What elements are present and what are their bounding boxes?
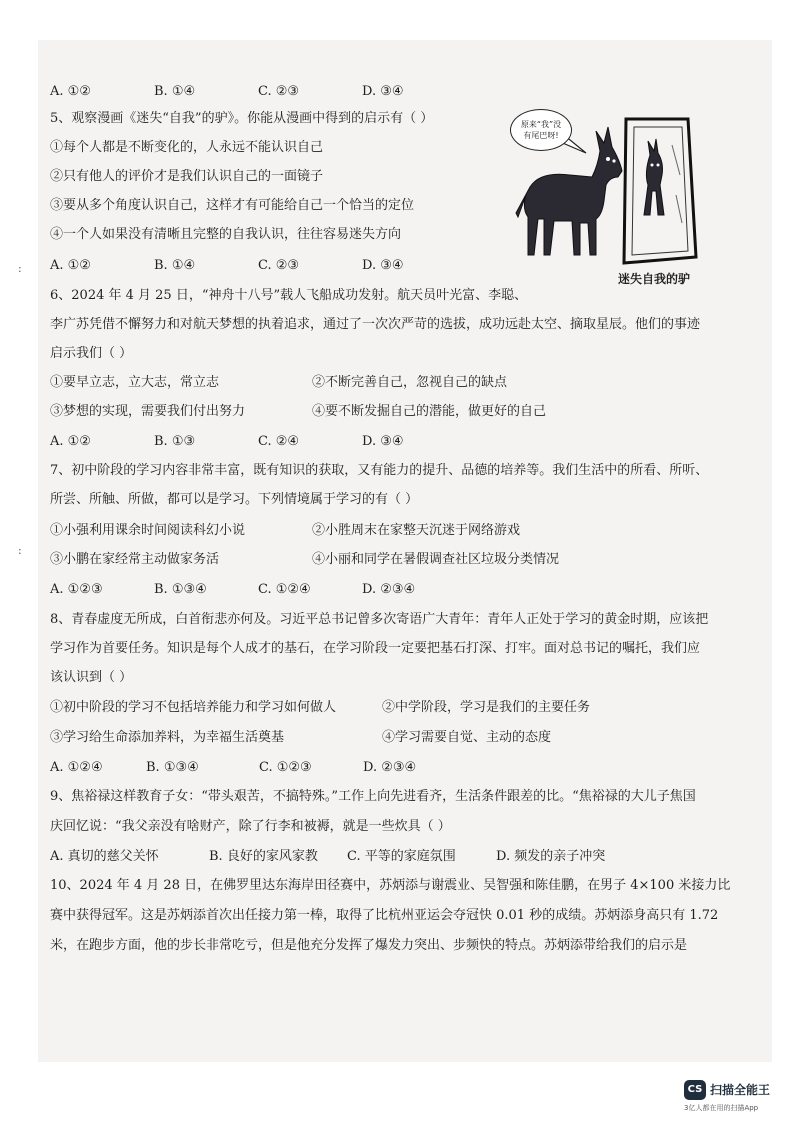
option-a: A. ①② <box>50 434 91 449</box>
statement-2: ②小胜周末在家整天沉迷于网络游戏 <box>312 523 521 538</box>
answer-options-row <box>50 759 416 777</box>
statement-1: ①每个人都是不断变化的，人永远不能认识自己 <box>50 140 324 155</box>
question-9-stem-cont: 庆回忆说：“我父亲没有啥财产，除了行李和被褥，就是一些炊具（ ） <box>50 819 451 834</box>
option-b: B. ①③④ <box>146 760 199 775</box>
statements-row <box>50 729 551 747</box>
option-a: A. ①②③ <box>50 582 103 597</box>
statements-row <box>50 522 574 540</box>
donkey-cartoon <box>500 105 705 295</box>
option-b: B. ①③ <box>154 434 196 449</box>
answer-options-row <box>50 257 466 275</box>
option-c: C. ②④ <box>258 434 300 449</box>
option-c: C. ②③ <box>258 84 300 99</box>
option-a: A. 真切的慈父关怀 <box>50 849 159 864</box>
watermark-title: 扫描全能王 <box>710 1083 771 1097</box>
option-b: B. ①④ <box>154 258 196 273</box>
statements-row <box>50 374 574 392</box>
camscanner-logo-icon: CS <box>684 1080 706 1100</box>
statement-2: ②只有他人的评价才是我们认识自己的一面镜子 <box>50 169 324 184</box>
question-10-stem-cont: 赛中获得冠军。这是苏炳添首次出任接力第一棒，取得了比杭州亚运会夺冠快 0.01 秒的成绩。苏炳添身高只有 1.72 <box>50 908 719 923</box>
statement-4: ④要不断发掘自己的潜能，做更好的自己 <box>312 404 547 419</box>
answer-options-row <box>50 581 466 599</box>
question-10-stem-cont: 米，在跑步方面，他的步长非常吃亏，但是他充分发挥了爆发力突出、步频快的特点。苏炳添带给我们的启示是 <box>50 938 688 953</box>
option-d: D. ③④ <box>362 84 404 99</box>
watermark-subtitle: 3亿人都在用的扫描App <box>684 1104 759 1112</box>
statement-3: ③要从多个角度认识自己，这样才有可能给自己一个恰当的定位 <box>50 198 415 213</box>
statement-2: ②不断完善自己，忽视自己的缺点 <box>312 375 508 390</box>
statements-row <box>50 551 574 569</box>
option-c: C. ①②③ <box>259 760 312 775</box>
option-d: D. ③④ <box>362 258 404 273</box>
camscanner-watermark <box>684 1078 784 1118</box>
statement-3: ③梦想的实现，需要我们付出努力 <box>50 404 246 419</box>
statements-row <box>50 403 574 421</box>
option-c: C. ②③ <box>258 258 300 273</box>
statement-4: ④小丽和同学在暑假调查社区垃圾分类情况 <box>312 552 560 567</box>
option-d: D. ②③④ <box>363 760 417 775</box>
question-10-stem: 10、2024 年 4 月 28 日，在佛罗里达东海岸田径赛中，苏炳添与谢震业、吴智强和陈佳鹏，在男子 4×100 米接力比 <box>50 878 731 893</box>
option-c: C. 平等的家庭氛围 <box>347 849 456 864</box>
option-a: A. ①②④ <box>50 760 103 775</box>
margin-mark: : <box>18 544 22 557</box>
question-7-stem: 7、初中阶段的学习内容非常丰富，既有知识的获取，又有能力的提升、品德的培养等。我们生活中的所看、所听、 <box>50 463 709 478</box>
option-c: C. ①②④ <box>258 582 311 597</box>
answer-options-row <box>50 433 466 451</box>
question-8-stem-cont: 该认识到（ ） <box>50 670 133 685</box>
statement-1: ①初中阶段的学习不包括培养能力和学习如何做人 <box>50 700 337 715</box>
question-8-stem: 8、青春虚度无所成，白首衔悲亦何及。习近平总书记曾多次寄语广大青年：青年人正处于学习的黄金时期，应该把 <box>50 612 709 627</box>
statement-4: ④学习需要自觉、主动的态度 <box>382 730 552 745</box>
option-d: D. ②③④ <box>362 582 416 597</box>
speech-bubble-text: 原来“我”没 <box>520 120 562 129</box>
question-5-stem: 5、观察漫画《迷失“自我”的驴》。你能从漫画中得到的启示有（ ） <box>50 111 434 126</box>
option-a: A. ①② <box>50 258 91 273</box>
statement-4: ④一个人如果没有清晰且完整的自我认识，往往容易迷失方向 <box>50 227 402 242</box>
cartoon-caption: 迷失自我的驴 <box>618 272 691 286</box>
statement-1: ①小强利用课余时间阅读科幻小说 <box>50 523 246 538</box>
option-b: B. ①④ <box>154 84 196 99</box>
statement-2: ②中学阶段，学习是我们的主要任务 <box>382 700 591 715</box>
question-6-stem-cont: 李广苏凭借不懈努力和对航天梦想的执着追求，通过了一次次严苛的选拔，成功远赴太空、摘取星辰。他们的事迹 <box>50 317 701 332</box>
statement-1: ①要早立志，立大志，常立志 <box>50 375 220 390</box>
answer-options-row <box>50 848 605 866</box>
question-9-stem: 9、焦裕禄这样教育子女：“带头艰苦，不搞特殊。”工作上向先进看齐，生活条件跟差的比。“焦裕禄的大儿子焦国 <box>50 789 696 804</box>
option-b: B. ①③④ <box>154 582 207 597</box>
option-b: B. 良好的家风家教 <box>209 849 318 864</box>
option-d: D. 频发的亲子冲突 <box>496 849 606 864</box>
statements-row <box>50 699 590 717</box>
question-6-stem: 6、2024 年 4 月 25 日，“神舟十八号”载人飞船成功发射。航天员叶光富、李聪、 <box>50 288 528 303</box>
margin-mark: : <box>18 262 22 275</box>
answer-options-row <box>50 83 466 101</box>
question-7-stem-cont: 所尝、所触、所做，都可以是学习。下列情境属于学习的有（ ） <box>50 492 419 507</box>
speech-bubble-text: 有尾巴呀! <box>523 131 559 140</box>
question-6-stem-cont: 启示我们（ ） <box>50 346 133 361</box>
option-a: A. ①② <box>50 84 91 99</box>
question-8-stem-cont: 学习作为首要任务。知识是每个人成才的基石，在学习阶段一定要把基石打深、打牢。面对总书记的嘱托，我们应 <box>50 641 701 656</box>
option-d: D. ③④ <box>362 434 404 449</box>
statement-3: ③小鹏在家经常主动做家务活 <box>50 552 220 567</box>
speech-bubble <box>510 109 572 151</box>
statement-3: ③学习给生命添加养料，为幸福生活奠基 <box>50 730 285 745</box>
